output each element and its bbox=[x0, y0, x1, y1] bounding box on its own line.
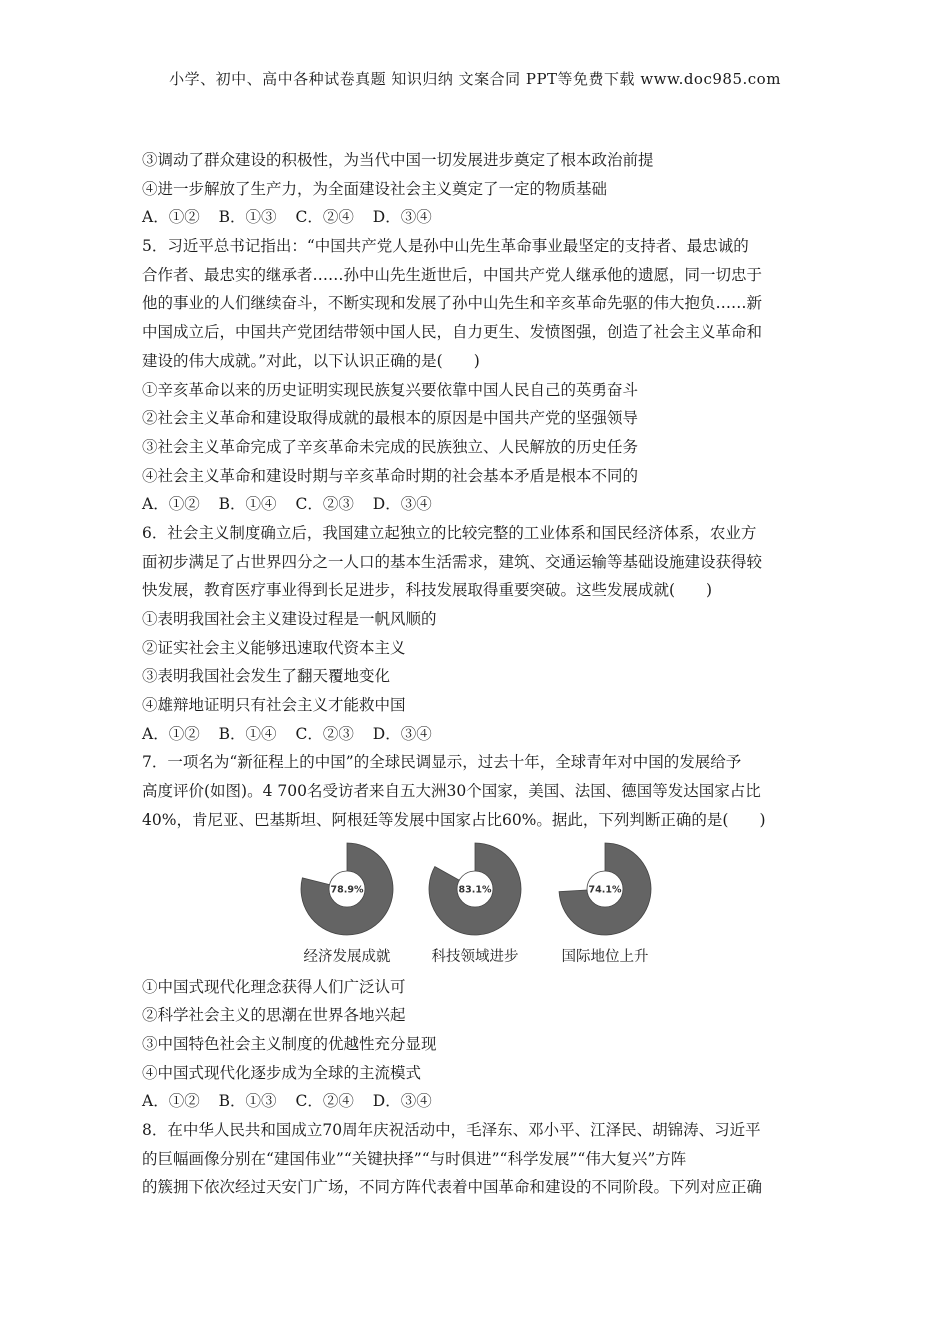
q6-stem-line: 面初步满足了占世界四分之一人口的基本生活需求，建筑、交通运输等基础设施建设获得较 bbox=[142, 552, 763, 571]
q7-item-1: ①中国式现代化理念获得人们广泛认可 bbox=[142, 977, 406, 996]
q5-option-d: D．③④ bbox=[372, 495, 432, 514]
q6-item-1: ①表明我国社会主义建设过程是一帆风顺的 bbox=[142, 610, 437, 628]
document-body bbox=[142, 146, 812, 1202]
q7-stem-line: 40%，肯尼亚、巴基斯坦、阿根廷等发展中国家占比60%。据此，下列判断正确的是( ) bbox=[142, 810, 766, 829]
q5-stem-line: 5．习近平总书记指出：“中国共产党人是孙中山先生革命事业最坚定的支持者、最忠诚的 bbox=[142, 237, 749, 256]
q6-options bbox=[142, 720, 812, 749]
donut-technology-label: 科技领域进步 bbox=[431, 948, 519, 965]
q7-option-c: C．②④ bbox=[295, 1092, 354, 1111]
donut-technology-svg bbox=[427, 841, 523, 937]
q4-options bbox=[142, 203, 812, 232]
donut-economy-svg bbox=[299, 841, 395, 937]
q8-stem-line: 的巨幅画像分别在“建国伟业”“关键抉择”“与时俱进”“科学发展”“伟大复兴”方阵 bbox=[142, 1149, 687, 1168]
q7-stem-line: 高度评价(如图)。4 700名受访者来自五大洲30个国家，美国、法国、德国等发达国家占比 bbox=[142, 782, 761, 801]
q6-item-4: ④雄辩地证明只有社会主义才能救中国 bbox=[142, 696, 406, 715]
q6-item-3: ③表明我国社会发生了翻天覆地变化 bbox=[142, 667, 391, 686]
donut-chart-economy bbox=[297, 841, 397, 966]
q6-option-a: A．①② bbox=[142, 724, 200, 743]
q4-item-4: ④进一步解放了生产力，为全面建设社会主义奠定了一定的物质基础 bbox=[142, 179, 608, 198]
q6-option-c: C．②③ bbox=[295, 724, 354, 743]
q6-option-d: D．③④ bbox=[372, 724, 432, 743]
q5-stem-line: 合作者、最忠实的继承者……孙中山先生逝世后，中国共产党人继承他的遗愿，同一切忠于 bbox=[142, 265, 763, 284]
donut-chart-figure bbox=[142, 841, 812, 971]
q5-stem-line: 中国成立后，中国共产党团结带领中国人民，自力更生、发愤图强，创造了社会主义革命和 bbox=[142, 323, 763, 342]
q8-stem-line: 8．在中华人民共和国成立70周年庆祝活动中，毛泽东、邓小平、江泽民、胡锦涛、习近平 bbox=[142, 1120, 761, 1139]
q4-option-a: A．①② bbox=[142, 208, 200, 227]
q4-option-b: B．①③ bbox=[218, 208, 277, 227]
q8-stem-line: 的簇拥下依次经过天安门广场，不同方阵代表着中国革命和建设的不同阶段。下列对应正确 bbox=[142, 1178, 763, 1197]
q4-option-d: D．③④ bbox=[372, 208, 432, 227]
q7-option-d: D．③④ bbox=[372, 1092, 432, 1111]
page-header: 小学、初中、高中各种试卷真题 知识归纳 文案合同 PPT等免费下载 www.doc985.com bbox=[169, 70, 781, 88]
q5-item-4: ④社会主义革命和建设时期与辛亥革命时期的社会基本矛盾是根本不同的 bbox=[142, 466, 639, 485]
q7-options bbox=[142, 1087, 812, 1116]
q5-item-2: ②社会主义革命和建设取得成就的最根本的原因是中国共产党的坚强领导 bbox=[142, 409, 639, 428]
q7-item-3: ③中国特色社会主义制度的优越性充分显现 bbox=[142, 1034, 437, 1053]
q4-item-3: ③调动了群众建设的积极性，为当代中国一切发展进步奠定了根本政治前提 bbox=[142, 151, 654, 169]
donut-technology-value: 83.1% bbox=[458, 884, 492, 895]
q5-option-a: A．①② bbox=[142, 495, 200, 514]
q4-option-c: C．②④ bbox=[295, 208, 354, 227]
q5-option-b: B．①④ bbox=[218, 495, 277, 514]
q5-item-1: ①辛亥革命以来的历史证明实现民族复兴要依靠中国人民自己的英勇奋斗 bbox=[142, 380, 639, 399]
donut-status-svg bbox=[557, 841, 653, 937]
q7-item-4: ④中国式现代化逐步成为全球的主流模式 bbox=[142, 1063, 422, 1082]
q5-options bbox=[142, 490, 812, 519]
q6-option-b: B．①④ bbox=[218, 724, 277, 743]
donut-chart-technology bbox=[425, 841, 525, 966]
q5-stem-line: 他的事业的人们继续奋斗，不断实现和发展了孙中山先生和辛亥革命先驱的伟大抱负……新 bbox=[142, 294, 763, 313]
q6-item-2: ②证实社会主义能够迅速取代资本主义 bbox=[142, 638, 406, 657]
donut-status-value: 74.1% bbox=[588, 884, 622, 895]
donut-chart-status bbox=[555, 841, 655, 966]
donut-status-label: 国际地位上升 bbox=[561, 948, 649, 965]
q6-stem-line: 快发展，教育医疗事业得到长足进步，科技发展取得重要突破。这些发展成就( ) bbox=[142, 581, 713, 600]
q7-stem-line: 7．一项名为“新征程上的中国”的全球民调显示，过去十年，全球青年对中国的发展给予 bbox=[142, 753, 742, 772]
donut-economy-value: 78.9% bbox=[330, 884, 364, 895]
q7-option-b: B．①③ bbox=[218, 1092, 277, 1111]
q6-stem-line: 6．社会主义制度确立后，我国建立起独立的比较完整的工业体系和国民经济体系，农业方 bbox=[142, 523, 757, 542]
q5-option-c: C．②③ bbox=[295, 495, 354, 514]
q5-stem-line: 建设的伟大成就。”对此，以下认识正确的是( ) bbox=[142, 351, 480, 370]
donut-economy-label: 经济发展成就 bbox=[303, 948, 391, 965]
q7-option-a: A．①② bbox=[142, 1092, 200, 1111]
q5-item-3: ③社会主义革命完成了辛亥革命未完成的民族独立、人民解放的历史任务 bbox=[142, 437, 639, 456]
q7-item-2: ②科学社会主义的思潮在世界各地兴起 bbox=[142, 1006, 406, 1025]
